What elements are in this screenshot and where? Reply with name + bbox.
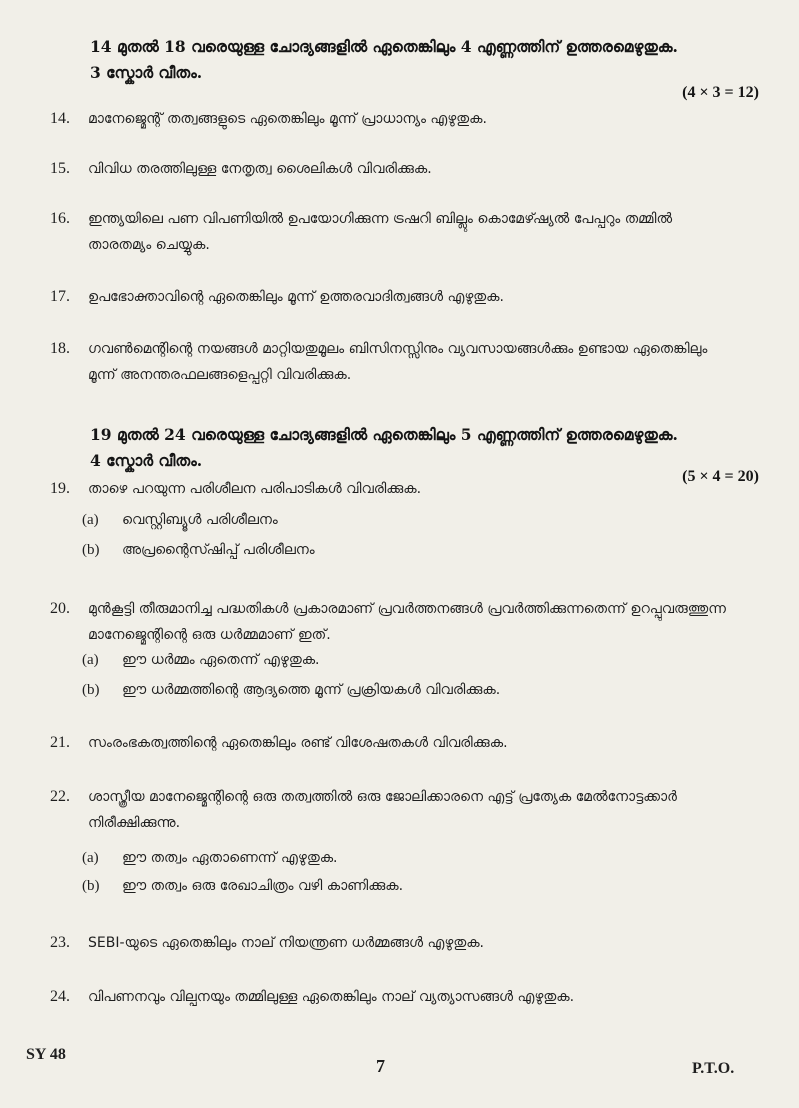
question-number: 23. [50, 934, 70, 951]
question-20 [50, 596, 765, 648]
sub-text: അപ്രന്റൈസ്ഷിപ്പ് പരിശീലനം [122, 542, 315, 558]
sub-text: ഈ തത്വം ഒരു രേഖാചിത്രം വഴി കാണിക്കുക. [122, 878, 404, 894]
sub-label: (a) [82, 652, 99, 668]
question-number: 19. [50, 480, 70, 497]
question-23 [50, 930, 765, 956]
question-number: 21. [50, 734, 70, 751]
question-text: മാനേജ്മെന്റ് തത്വങ്ങളുടെ ഏതെങ്കിലും മൂന്ന് പ്രാധാന്യം എഴുതുക. [88, 111, 487, 127]
question-16 [50, 206, 765, 258]
question-18 [50, 336, 765, 388]
question-19-b [82, 538, 742, 562]
question-text: ശാസ്ത്രീയ മാനേജ്മെന്റിന്റെ ഒരു തത്വത്തിൽ ഒരു ജോലിക്കാരനെ എട്ട് പ്രത്യേക മേൽനോട്ടക്കാർ നിരീക്ഷിക്കുന്നു. [88, 789, 677, 831]
question-20-b [82, 678, 742, 702]
sub-label: (a) [82, 850, 99, 866]
question-text: SEBI-യുടെ ഏതെങ്കിലും നാല് നിയന്ത്രണ ധർമ്മങ്ങൾ എഴുതുക. [88, 935, 485, 951]
question-text: താഴെ പറയുന്ന പരിശീലന പരിപാടികൾ വിവരിക്കുക. [88, 481, 422, 497]
sub-text: ഈ ധർമ്മത്തിന്റെ ആദ്യത്തെ മൂന്ന് പ്രക്രിയകൾ വിവരിക്കുക. [122, 682, 501, 698]
question-number: 22. [50, 788, 70, 805]
question-15 [50, 156, 765, 182]
question-text: ഇന്ത്യയിലെ പണ വിപണിയിൽ ഉപയോഗിക്കുന്ന ട്രഷറി ബില്ലും കൊമേഴ്ഷ്യൽ പേപ്പറും തമ്മിൽ താരതമ്യം ചെയ്യുക. [88, 211, 673, 253]
sub-text: ഈ തത്വം ഏതാണെന്ന് എഴുതുക. [122, 850, 338, 866]
paper-code: SY 48 [26, 1046, 66, 1063]
question-22 [50, 784, 765, 836]
question-number: 16. [50, 210, 70, 227]
question-number: 15. [50, 160, 70, 177]
section-1-instruction-text: 14 മുതൽ 18 വരെയുള്ള ചോദ്യങ്ങളിൽ ഏതെങ്കിലും 4 എണ്ണത്തിന് ഉത്തരമെഴുതുക. [90, 37, 678, 56]
question-text: വിപണനവും വില്പനയും തമ്മിലുള്ള ഏതെങ്കിലും നാല് വ്യത്യാസങ്ങൾ എഴുതുക. [88, 989, 575, 1005]
section-1-marks: (4 × 3 = 12) [682, 84, 759, 101]
question-text: ഗവൺമെന്റിന്റെ നയങ്ങൾ മാറ്റിയതുമൂലം ബിസിനസ്സിനും വ്യവസായങ്ങൾക്കും ഉണ്ടായ ഏതെങ്കിലും മൂന്ന് അനന്തരഫലങ്ങളെപ്പറ്റി വിവരിക്കുക. [88, 341, 708, 383]
question-number: 14. [50, 110, 70, 127]
question-22-b [82, 874, 742, 898]
question-17 [50, 284, 765, 310]
sub-label: (b) [82, 542, 100, 558]
question-22-a [82, 846, 742, 870]
section-2-instruction-text: 19 മുതൽ 24 വരെയുള്ള ചോദ്യങ്ങളിൽ ഏതെങ്കിലും 5 എണ്ണത്തിന് ഉത്തരമെഴുതുക. [90, 425, 678, 444]
question-text: വിവിധ തരത്തിലുള്ള നേതൃത്വ ശൈലികൾ വിവരിക്കുക. [88, 161, 432, 177]
question-text: സംരംഭകത്വത്തിന്റെ ഏതെങ്കിലും രണ്ട് വിശേഷതകൾ വിവരിക്കുക. [88, 735, 508, 751]
section-2-marks: (5 × 4 = 20) [682, 468, 759, 485]
section-1-instruction [90, 34, 770, 86]
question-20-a [82, 648, 742, 672]
please-turn-over: P.T.O. [692, 1060, 735, 1077]
question-number: 18. [50, 340, 70, 357]
question-number: 17. [50, 288, 70, 305]
sub-label: (b) [82, 682, 100, 698]
question-24 [50, 984, 765, 1010]
sub-text: വെസ്റ്റിബ്യൂൾ പരിശീലനം [122, 512, 278, 528]
question-number: 20. [50, 600, 70, 617]
sub-label: (a) [82, 512, 99, 528]
question-19 [50, 476, 765, 502]
section-1-score: 3 സ്കോർ വീതം. [90, 63, 203, 82]
question-number: 24. [50, 988, 70, 1005]
question-text: ഉപഭോക്താവിന്റെ ഏതെങ്കിലും മൂന്ന് ഉത്തരവാദിത്വങ്ങൾ എഴുതുക. [88, 289, 504, 305]
question-19-a [82, 508, 742, 532]
section-2-instruction [90, 422, 770, 474]
question-text: മുൻകൂട്ടി തീരുമാനിച്ച പദ്ധതികൾ പ്രകാരമാണ് പ്രവർത്തനങ്ങൾ പ്രവർത്തിക്കുന്നതെന്ന് ഉറപ്പുവരുത്തുന്ന മാനേജ്മെന്റിന്റെ ഒരു ധർമ്മമാണ് ഇത്. [88, 601, 726, 643]
question-21 [50, 730, 765, 756]
page-number: 7 [376, 1056, 385, 1076]
question-14 [50, 106, 765, 132]
section-2-score: 4 സ്കോർ വീതം. [90, 451, 203, 470]
sub-text: ഈ ധർമ്മം ഏതെന്ന് എഴുതുക. [122, 652, 320, 668]
sub-label: (b) [82, 878, 100, 894]
